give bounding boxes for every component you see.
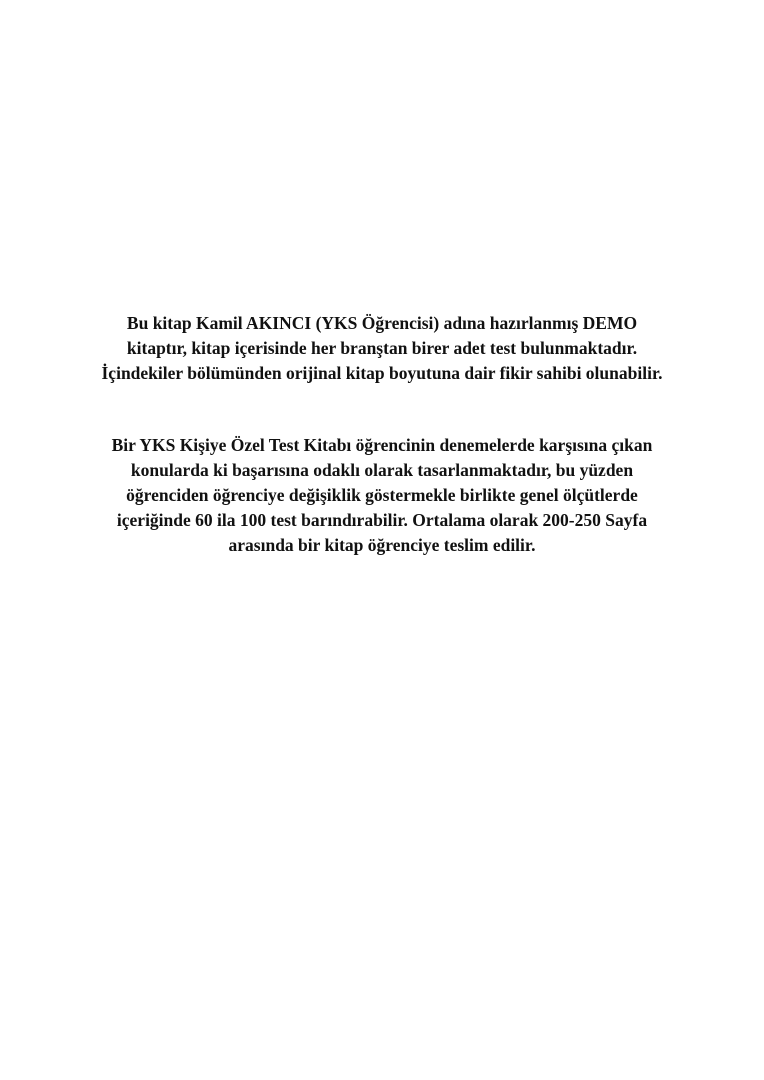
paragraph-line: konularda ki başarısına odaklı olarak tasarlanmaktadır, bu yüzden xyxy=(130,460,634,480)
paragraph-line: arasında bir kitap öğrenciye teslim edilir. xyxy=(228,535,536,555)
paragraph-line: kitaptır, kitap içerisinde her branştan birer adet test bulunmaktadır. xyxy=(126,338,638,358)
paragraph-line: Bir YKS Kişiye Özel Test Kitabı öğrencinin denemelerde karşısına çıkan xyxy=(111,435,653,455)
paragraph-line: İçindekiler bölümünden orijinal kitap boyutuna dair fikir sahibi olunabilir. xyxy=(101,363,663,383)
paragraph-line: Bu kitap Kamil AKINCI (YKS Öğrencisi) adına hazırlanmış DEMO xyxy=(126,313,638,333)
paragraph-line: içeriğinde 60 ila 100 test barındırabilir. Ortalama olarak 200-250 Sayfa xyxy=(116,510,648,530)
paragraph-line: öğrenciden öğrenciye değişiklik göstermekle birlikte genel ölçütlerde xyxy=(126,485,638,505)
demo-notice-paragraph xyxy=(40,311,724,386)
book-description-paragraph xyxy=(40,433,724,558)
